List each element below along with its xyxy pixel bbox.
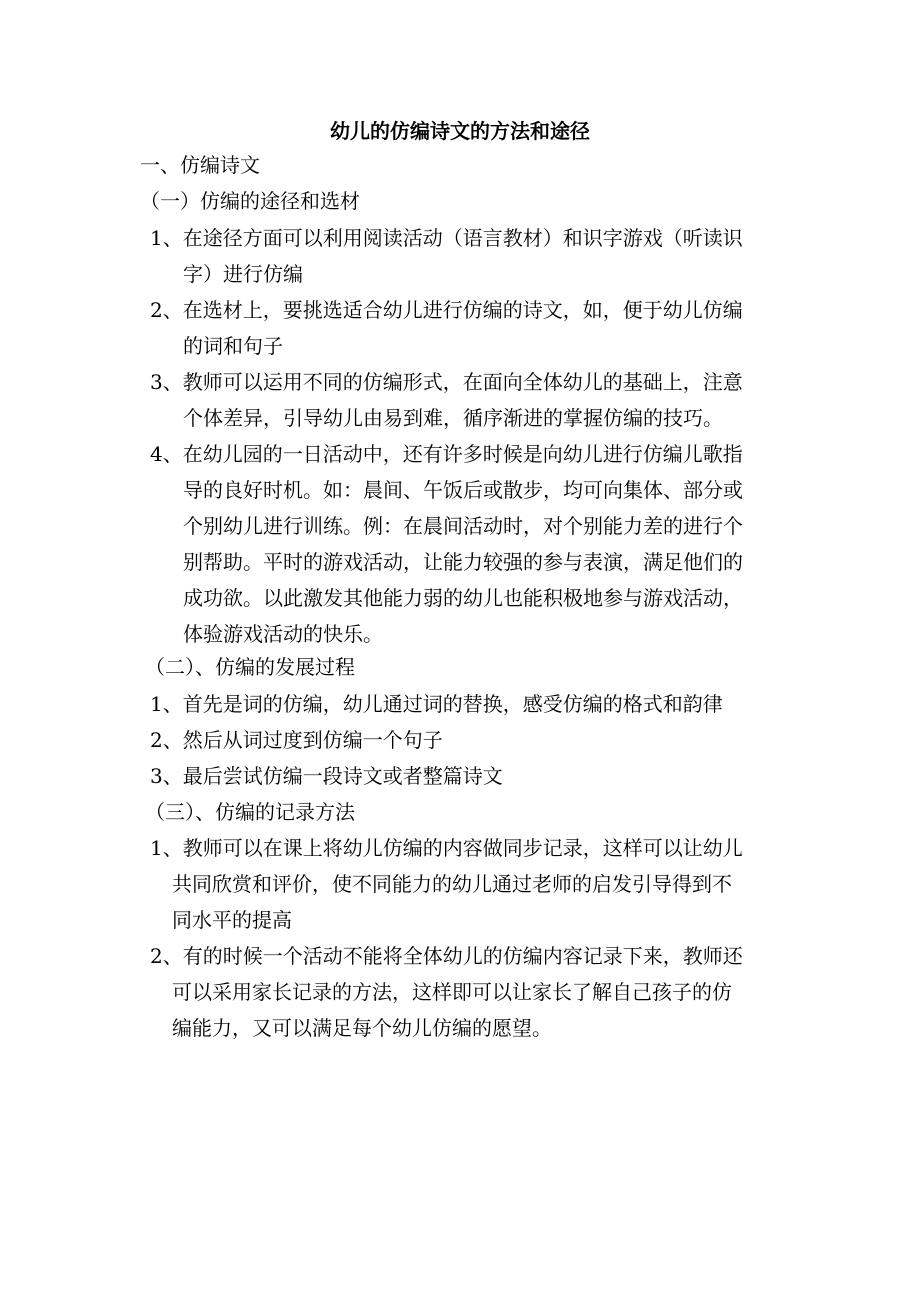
document-title: 幼儿的仿编诗文的方法和途径 [330,119,590,143]
list-item-line: 可以采用家长记录的方法，这样即可以让家长了解自己孩子的仿 [172,980,732,1004]
list-item-line: 成功欲。以此激发其他能力弱的幼儿也能积极地参与游戏活动， [183,586,743,610]
list-item [150,364,743,436]
list-item-line: 2、有的时候一个活动不能将全体幼儿的仿编内容记录下来，教师还 [150,944,743,968]
subsection-heading: （三）、仿编的记录方法 [145,800,355,824]
list-item-line: 1、在途径方面可以利用阅读活动（语言教材）和识字游戏（听读识 [150,226,743,250]
list-item: 1、首先是词的仿编，幼儿通过词的替换，感受仿编的格式和韵律 [150,692,723,716]
list-item-line: 的词和句子 [183,334,283,358]
list-item [150,436,743,652]
list-item-line: 字）进行仿编 [183,262,303,286]
list-item-line: 个体差异，引导幼儿由易到难，循序渐进的掌握仿编的技巧。 [183,406,723,430]
list-item-line: 4、在幼儿园的一日活动中，还有许多时候是向幼儿进行仿编儿歌指 [150,442,743,466]
list-item-line: 共同欣赏和评价，使不同能力的幼儿通过老师的启发引导得到不 [172,872,732,896]
list-item-line: 个别幼儿进行训练。例：在晨间活动时，对个别能力差的进行个 [183,514,743,538]
list-item-line: 同水平的提高 [172,908,292,932]
list-item [150,220,743,292]
list-item-line: 体验游戏活动的快乐。 [183,622,383,646]
subsection-heading: （二）、仿编的发展过程 [145,655,355,679]
list-item-line: 1、教师可以在课上将幼儿仿编的内容做同步记录，这样可以让幼儿 [150,836,743,860]
list-item-line: 编能力，又可以满足每个幼儿仿编的愿望。 [172,1016,552,1040]
list-item-line: 别帮助。平时的游戏活动，让能力较强的参与表演，满足他们的 [183,550,743,574]
list-item [150,292,743,364]
list-item: 3、最后尝试仿编一段诗文或者整篇诗文 [150,764,503,788]
list-item-line: 2、在选材上，要挑选适合幼儿进行仿编的诗文，如，便于幼儿仿编 [150,298,743,322]
list-item-line: 导的良好时机。如：晨间、午饭后或散步，均可向集体、部分或 [183,478,743,502]
subsection-heading: （一）仿编的途径和选材 [140,189,360,213]
list-item-line: 3、教师可以运用不同的仿编形式，在面向全体幼儿的基础上，注意 [150,370,743,394]
section-heading: 一、仿编诗文 [140,153,260,177]
list-item [150,830,743,938]
list-item: 2、然后从词过度到仿编一个句子 [150,728,443,752]
list-item [150,938,743,1046]
